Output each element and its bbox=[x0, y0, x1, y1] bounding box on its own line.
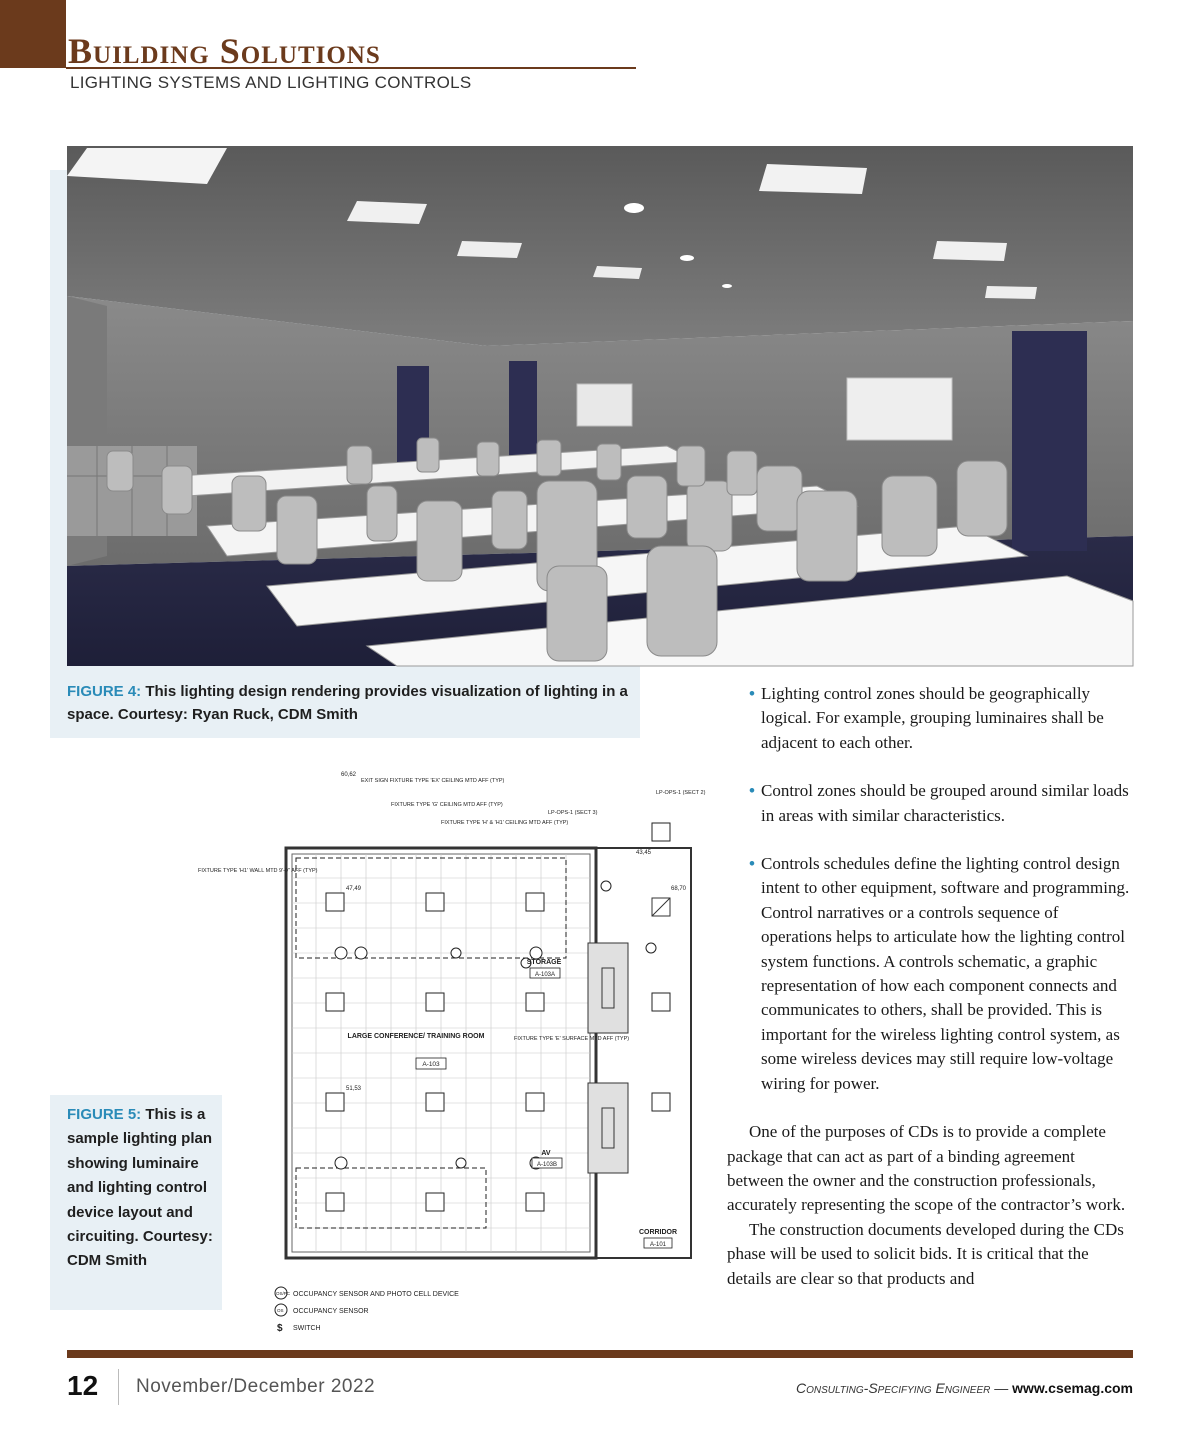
legend-text-os: OCCUPANCY SENSOR bbox=[293, 1308, 369, 1315]
bullet-item bbox=[727, 779, 1133, 828]
footer-rule bbox=[67, 1350, 1133, 1358]
plan-fixture-e-note: FIXTURE TYPE 'E' SURFACE MTD AFF (TYP) bbox=[514, 1036, 630, 1042]
magazine-name: Consulting-Specifying Engineer bbox=[795, 1380, 991, 1396]
header-corner-block bbox=[0, 0, 66, 68]
plan-fixture-g-note: FIXTURE TYPE 'G' CEILING MTD AFF (TYP) bbox=[391, 802, 503, 808]
plan-av-name: AV bbox=[541, 1150, 551, 1157]
plan-fixture-h-note: FIXTURE TYPE 'H' & 'H1' CEILING MTD AFF (TYP) bbox=[441, 820, 569, 826]
issue-date: November/December 2022 bbox=[136, 1376, 376, 1397]
plan-room-number: A-103 bbox=[422, 1061, 440, 1068]
legend-symbol-os: OS bbox=[277, 1308, 284, 1313]
magazine-separator: — bbox=[990, 1380, 1013, 1396]
bullet-item bbox=[727, 682, 1133, 755]
figure5-label: FIGURE 5: bbox=[67, 1106, 142, 1123]
page-number: 12 bbox=[67, 1370, 99, 1401]
plan-circuit-d: 68,70 bbox=[671, 886, 687, 892]
plan-room-name: LARGE CONFERENCE/ TRAINING ROOM bbox=[347, 1033, 485, 1040]
plan-panel-2: LP-OPS-1 (SECT 3) bbox=[548, 810, 598, 816]
plan-av-number: A-103B bbox=[536, 1162, 558, 1168]
footer-divider bbox=[118, 1369, 119, 1405]
plan-storage-name: STORAGE bbox=[526, 959, 562, 966]
section-title: Building Solutions bbox=[68, 31, 381, 71]
figure4-label: FIGURE 4: bbox=[67, 683, 142, 700]
figure4-caption bbox=[67, 680, 632, 726]
plan-fixture-h1-note: FIXTURE TYPE 'H1' WALL MTD 9'-0" AFF (TYP) bbox=[198, 868, 318, 874]
figure5-caption-text: This is a sample lighting plan showing luminaire and lighting control device layout and circuiting. Courtesy: CDM Smith bbox=[67, 1106, 213, 1270]
plan-circuit-b: 47,49 bbox=[346, 886, 362, 892]
figure4-caption-text: This lighting design rendering provides visualization of lighting in a space. Courtesy: Ryan Ruck, CDM Smith bbox=[67, 683, 628, 723]
plan-circuit-e: 43,45 bbox=[636, 850, 652, 856]
figure5-caption bbox=[67, 1103, 217, 1274]
plan-circuit-c: 51,53 bbox=[346, 1086, 362, 1092]
legend-symbol-ospc: OS/PC bbox=[276, 1291, 291, 1296]
section-subtitle: LIGHTING SYSTEMS AND LIGHTING CONTROLS bbox=[70, 73, 472, 92]
bullet-dot-icon: • bbox=[749, 781, 755, 801]
figure5-lighting-plan bbox=[196, 768, 706, 1338]
plan-panel-1: LP-OPS-1 (SECT 2) bbox=[656, 790, 706, 796]
body-paragraph: One of the purposes of CDs is to provide a complete package that can act as part of a binding agreement between the owner and the construction professionals, accurately representing the scope of the contractor’s work. bbox=[727, 1122, 1126, 1215]
bullet-text: Controls schedules define the lighting control design intent to other equipment, software and programming. Control narratives or a controls sequence of operations helps to articulate how the lighting control system functions. A controls schematic, a graphic representation of how each component connects and communicates to others, shall be provided. This is important for the wireless lighting control system, as some wireless devices may still require low-voltage wiring for power. bbox=[761, 854, 1130, 1093]
plan-exit-sign-note: EXIT SIGN FIXTURE TYPE 'EX' CEILING MTD AFF (TYP) bbox=[361, 778, 505, 784]
bullet-text: Control zones should be grouped around similar loads in areas with similar characteristics. bbox=[761, 781, 1129, 825]
figure4-rendering-image bbox=[67, 146, 1133, 666]
bullet-dot-icon: • bbox=[749, 684, 755, 703]
plan-corridor-name: CORRIDOR bbox=[638, 1229, 678, 1236]
legend-text-ospc: OCCUPANCY SENSOR AND PHOTO CELL DEVICE bbox=[293, 1291, 459, 1298]
plan-storage-number: A-103A bbox=[534, 972, 556, 978]
body-paragraph: The construction documents developed during the CDs phase will be used to solicit bids. It is critical that the details are clear so that products and bbox=[727, 1219, 1124, 1288]
bullet-dot-icon: • bbox=[749, 854, 755, 874]
plan-circuit-a: 60,62 bbox=[341, 772, 357, 778]
magazine-url: www.csemag.com bbox=[1012, 1380, 1133, 1396]
plan-corridor-number: A-101 bbox=[649, 1242, 667, 1248]
bullet-item bbox=[727, 852, 1133, 1096]
legend-text-switch: SWITCH bbox=[293, 1325, 321, 1332]
legend-symbol-switch: $ bbox=[277, 1323, 283, 1334]
bullet-text: Lighting control zones should be geographically logical. For example, grouping luminaires shall be adjacent to each other. bbox=[761, 684, 1104, 752]
body-column bbox=[727, 682, 1133, 1291]
magazine-credit bbox=[796, 1380, 1133, 1396]
